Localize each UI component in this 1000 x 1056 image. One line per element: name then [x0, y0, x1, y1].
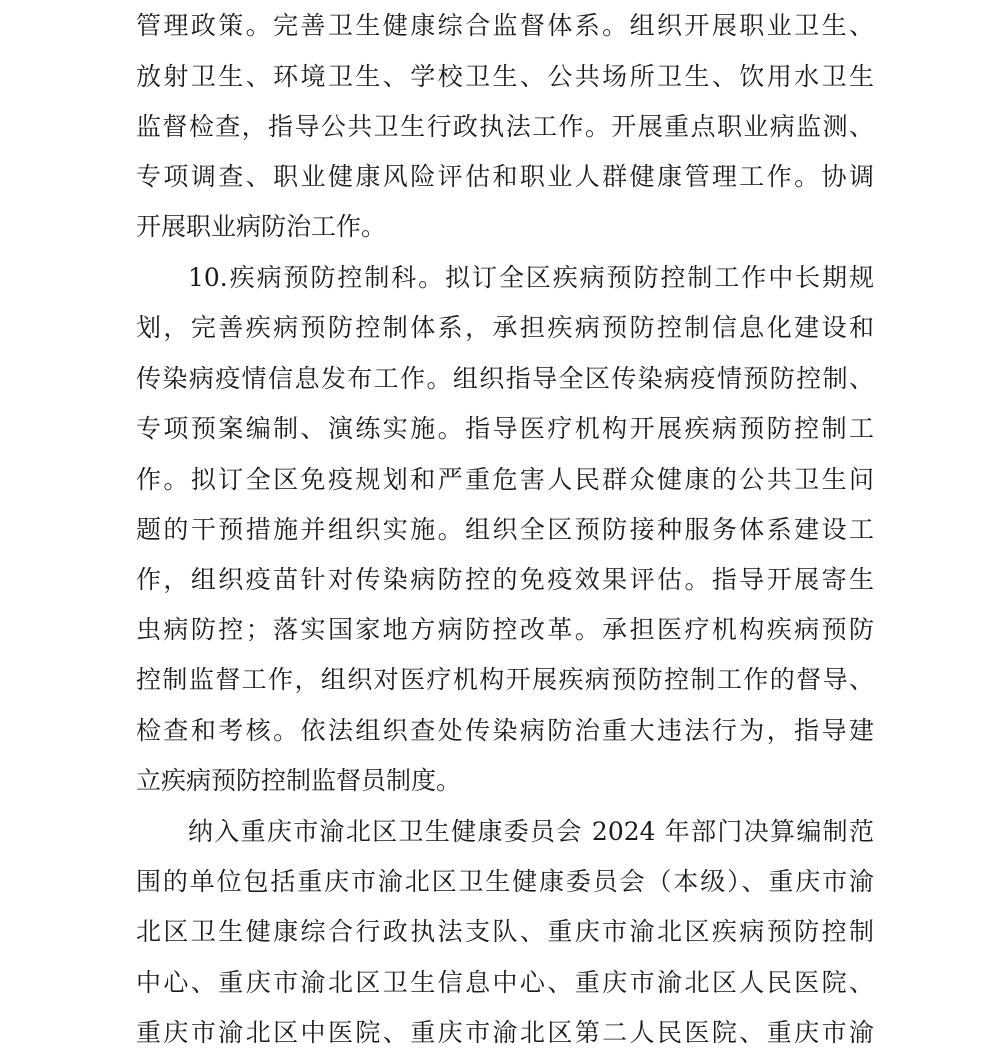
body-text-line: 专项调查、职业健康风险评估和职业人群健康管理工作。协调: [136, 162, 874, 191]
body-text-line: 开展职业病防治工作。: [136, 212, 387, 241]
body-text-line: 控制监督工作，组织对医疗机构开展疾病预防控制工作的督导、: [136, 665, 874, 694]
body-text-line: 题的干预措施并组织实施。组织全区预防接种服务体系建设工: [136, 515, 874, 544]
body-text-line: 作。拟订全区免疫规划和严重危害人民群众健康的公共卫生问: [136, 465, 874, 494]
body-text-line: 检查和考核。依法组织查处传染病防治重大违法行为，指导建: [136, 716, 874, 745]
body-text-line: 纳入重庆市渝北区卫生健康委员会 2024 年部门决算编制范: [188, 817, 874, 846]
body-text-line: 专项预案编制、演练实施。指导医疗机构开展疾病预防控制工: [136, 414, 874, 443]
section-heading-line: 10.疾病预防控制科。拟订全区疾病预防控制工作中长期规: [188, 263, 874, 292]
body-text-line: 传染病疫情信息发布工作。组织指导全区传染病疫情预防控制、: [136, 364, 874, 393]
body-text-line: 重庆市渝北区中医院、重庆市渝北区第二人民医院、重庆市渝: [136, 1018, 874, 1047]
body-text-line: 北区卫生健康综合行政执法支队、重庆市渝北区疾病预防控制: [136, 917, 874, 946]
body-text-line: 围的单位包括重庆市渝北区卫生健康委员会（本级）、重庆市渝: [136, 867, 874, 896]
body-text-line: 监督检查，指导公共卫生行政执法工作。开展重点职业病监测、: [136, 112, 874, 141]
body-text-line: 放射卫生、环境卫生、学校卫生、公共场所卫生、饮用水卫生: [136, 62, 874, 91]
body-text-line: 作，组织疫苗针对传染病防控的免疫效果评估。指导开展寄生: [136, 565, 874, 594]
body-text-line: 划，完善疾病预防控制体系，承担疾病预防控制信息化建设和: [136, 313, 874, 342]
body-text-line: 管理政策。完善卫生健康综合监督体系。组织开展职业卫生、: [136, 11, 874, 40]
body-text-line: 中心、重庆市渝北区卫生信息中心、重庆市渝北区人民医院、: [136, 968, 874, 997]
body-text-line: 虫病防控；落实国家地方病防控改革。承担医疗机构疾病预防: [136, 615, 874, 644]
body-text-line: 立疾病预防控制监督员制度。: [136, 766, 462, 795]
